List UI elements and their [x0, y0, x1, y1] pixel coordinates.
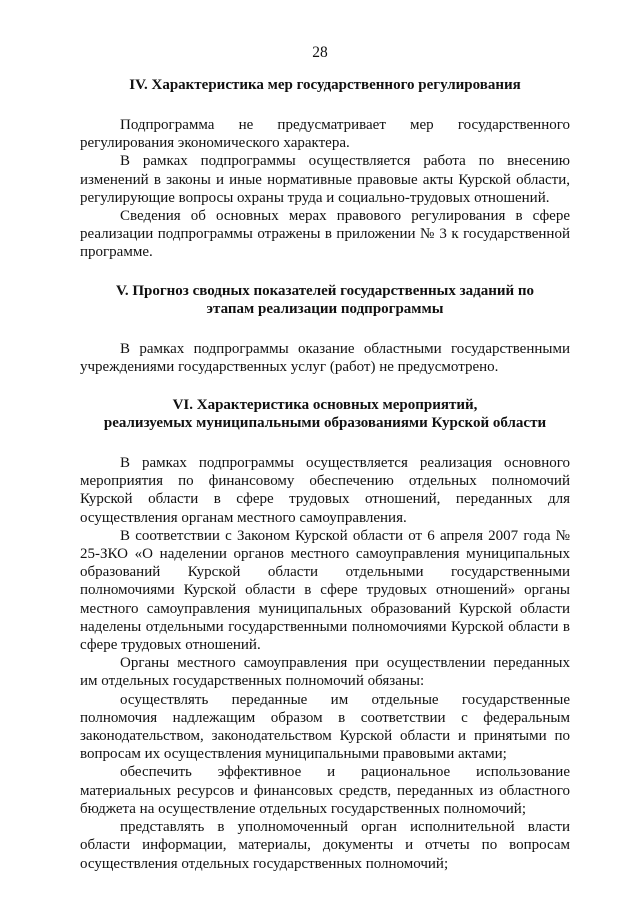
section-4-title: IV. Характеристика мер государственного регулирования — [129, 77, 521, 93]
page-number: 28 — [312, 44, 328, 61]
section-4-paragraph: Сведения об основных мерах правового регулирования в сфере реализации подпрограммы отражены в приложении № 3 к государственной программе. — [80, 208, 570, 261]
section-6-paragraph: представлять в уполномоченный орган исполнительной власти области информации, материалы, документы и отчеты по вопросам осуществления отдельных государственных полномочий; — [80, 819, 570, 872]
section-4-heading — [80, 76, 570, 94]
section-5-paragraph: В рамках подпрограммы оказание областными государственными учреждениями государственных услуг (работ) не предусмотрено. — [80, 340, 570, 375]
section-6-paragraph: В соответствии с Законом Курской области от 6 апреля 2007 года № 25-ЗКО «О наделении органов местного самоуправления муниципальных образований Курской области отдельными государственными полномочиями Курской области в сфере трудовых отношений» органы местного самоуправления муниципальных образований Курской области наделены отдельными государственными полномочиями Курской области в сфере трудовых отношений. — [80, 527, 570, 654]
section-6-paragraph: В рамках подпрограммы осуществляется реализация основного мероприятия по финансовому обеспечению отдельных полномочий Курской области в сфере трудовых отношений, переданных для осуществления органам местного самоуправления. — [80, 455, 570, 526]
section-5-title-line-2: этапам реализации подпрограммы — [206, 300, 444, 317]
section-6-title-line-2: реализуемых муниципальными образованиями Курской области — [103, 415, 547, 432]
section-4-paragraph: В рамках подпрограммы осуществляется работа по внесению изменений в законы и иные нормативные правовые акты Курской области, регулирующие вопросы охраны труда и социально-трудовых отношений. — [80, 153, 570, 206]
section-6-heading — [80, 396, 570, 432]
section-5-heading — [80, 282, 570, 318]
section-6-paragraph: обеспечить эффективное и рациональное использование материальных ресурсов и финансовых средств, переданных из областного бюджета на осуществление отдельных государственных полномочий; — [80, 764, 570, 817]
section-4-paragraph: Подпрограмма не предусматривает мер государственного регулирования экономического характера. — [80, 117, 570, 152]
section-5-title-line-1: V. Прогноз сводных показателей государственных заданий по — [115, 282, 535, 299]
section-6-paragraph: осуществлять переданные им отдельные государственные полномочия надлежащим образом в соответствии с федеральным законодательством, законодательством Курской области и принятыми по вопросам их осуществления муниципальными правовыми актами; — [80, 691, 570, 763]
page-content — [80, 76, 570, 873]
section-6-paragraph: Органы местного самоуправления при осуществлении переданных им отдельных государственных полномочий обязаны: — [80, 655, 570, 690]
section-6-title-line-1: VI. Характеристика основных мероприятий, — [172, 397, 478, 414]
